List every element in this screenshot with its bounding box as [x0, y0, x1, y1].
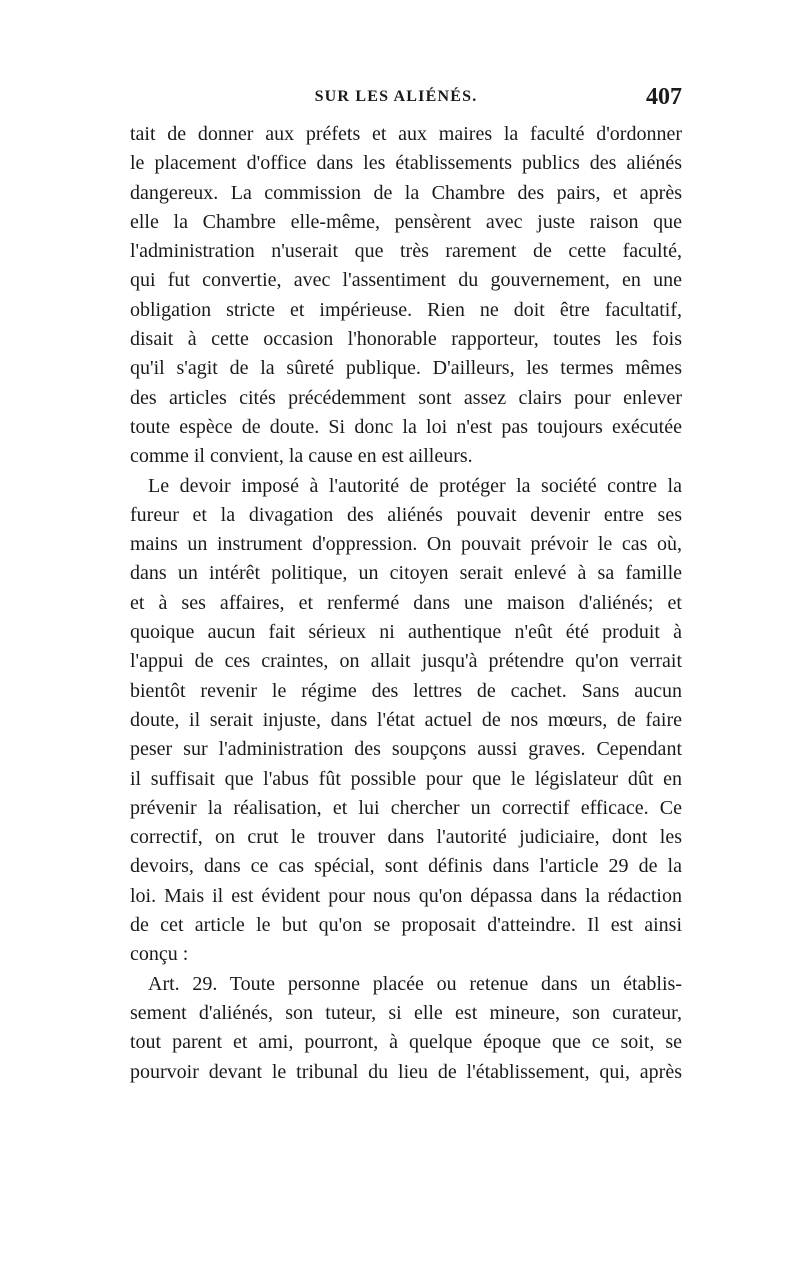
text-line: de cet article le but qu'on se proposait d'atteindre. Il est ainsi — [130, 914, 682, 937]
text-line: l'administration n'userait que très rarement de cette faculté, — [130, 240, 682, 263]
text-line: tait de donner aux préfets et aux maires la faculté d'ordonner — [130, 123, 682, 145]
text-line: obligation stricte et impérieuse. Rien ne doit être facultatif, — [130, 298, 682, 321]
text-line: disait à cette occasion l'honorable rapporteur, toutes les fois — [130, 328, 682, 351]
text-line: comme il convient, la cause en est ailleurs. — [130, 445, 473, 468]
text-line: elle la Chambre elle-même, pensèrent avec juste raison que — [130, 210, 682, 233]
book-page — [130, 84, 682, 1087]
text-line: pourvoir devant le tribunal du lieu de l'établissement, qui, après — [130, 1060, 682, 1083]
text-line: dangereux. La commission de la Chambre des pairs, et après — [130, 181, 682, 204]
text-line: le placement d'office dans les établissements publics des aliénés — [130, 152, 682, 175]
text-line: conçu : — [130, 943, 189, 966]
text-line: fureur et la divagation des aliénés pouvait devenir entre ses — [130, 503, 682, 526]
body-text — [130, 120, 682, 1087]
text-line: qu'il s'agit de la sûreté publique. D'ailleurs, les termes mêmes — [130, 357, 682, 380]
text-line: toute espèce de doute. Si donc la loi n'est pas toujours exécutée — [130, 415, 682, 438]
running-title: SUR LES ALIÉNÉS. — [314, 88, 478, 105]
text-line: mains un instrument d'oppression. On pouvait prévoir le cas où, — [130, 533, 682, 556]
text-line: quoique aucun fait sérieux ni authentique n'eût été produit à — [130, 621, 682, 644]
text-line: des articles cités précédemment sont assez clairs pour enlever — [130, 386, 682, 409]
text-line: prévenir la réalisation, et lui chercher un correctif efficace. Ce — [130, 796, 682, 819]
text-line: bientôt revenir le régime des lettres de cachet. Sans aucun — [130, 679, 682, 702]
text-line: loi. Mais il est évident pour nous qu'on dépassa dans la rédaction — [130, 884, 682, 907]
running-head — [130, 84, 682, 120]
text-line: doute, il serait injuste, dans l'état actuel de nos mœurs, de faire — [130, 708, 682, 731]
text-line: correctif, on crut le trouver dans l'autorité judiciaire, dont les — [130, 826, 682, 849]
text-line: qui fut convertie, avec l'assentiment du gouvernement, en une — [130, 269, 682, 292]
text-line: tout parent et ami, pourront, à quelque époque que ce soit, se — [130, 1031, 682, 1054]
text-line: et à ses affaires, et renfermé dans une maison d'aliénés; et — [130, 591, 682, 614]
page-number: 407 — [646, 84, 682, 110]
text-line: peser sur l'administration des soupçons aussi graves. Cependant — [130, 738, 682, 761]
text-line: devoirs, dans ce cas spécial, sont définis dans l'article 29 de la — [130, 855, 682, 878]
text-line: sement d'aliénés, son tuteur, si elle est mineure, son curateur, — [130, 1001, 682, 1024]
text-line: dans un intérêt politique, un citoyen serait enlevé à sa famille — [130, 562, 682, 585]
text-line: Art. 29. Toute personne placée ou retenue dans un établis- — [148, 972, 682, 995]
text-line: Le devoir imposé à l'autorité de protéger la société contre la — [148, 474, 682, 497]
text-line: il suffisait que l'abus fût possible pour que le législateur dût en — [130, 767, 682, 790]
text-line: l'appui de ces craintes, on allait jusqu'à prétendre qu'on verrait — [130, 650, 682, 673]
